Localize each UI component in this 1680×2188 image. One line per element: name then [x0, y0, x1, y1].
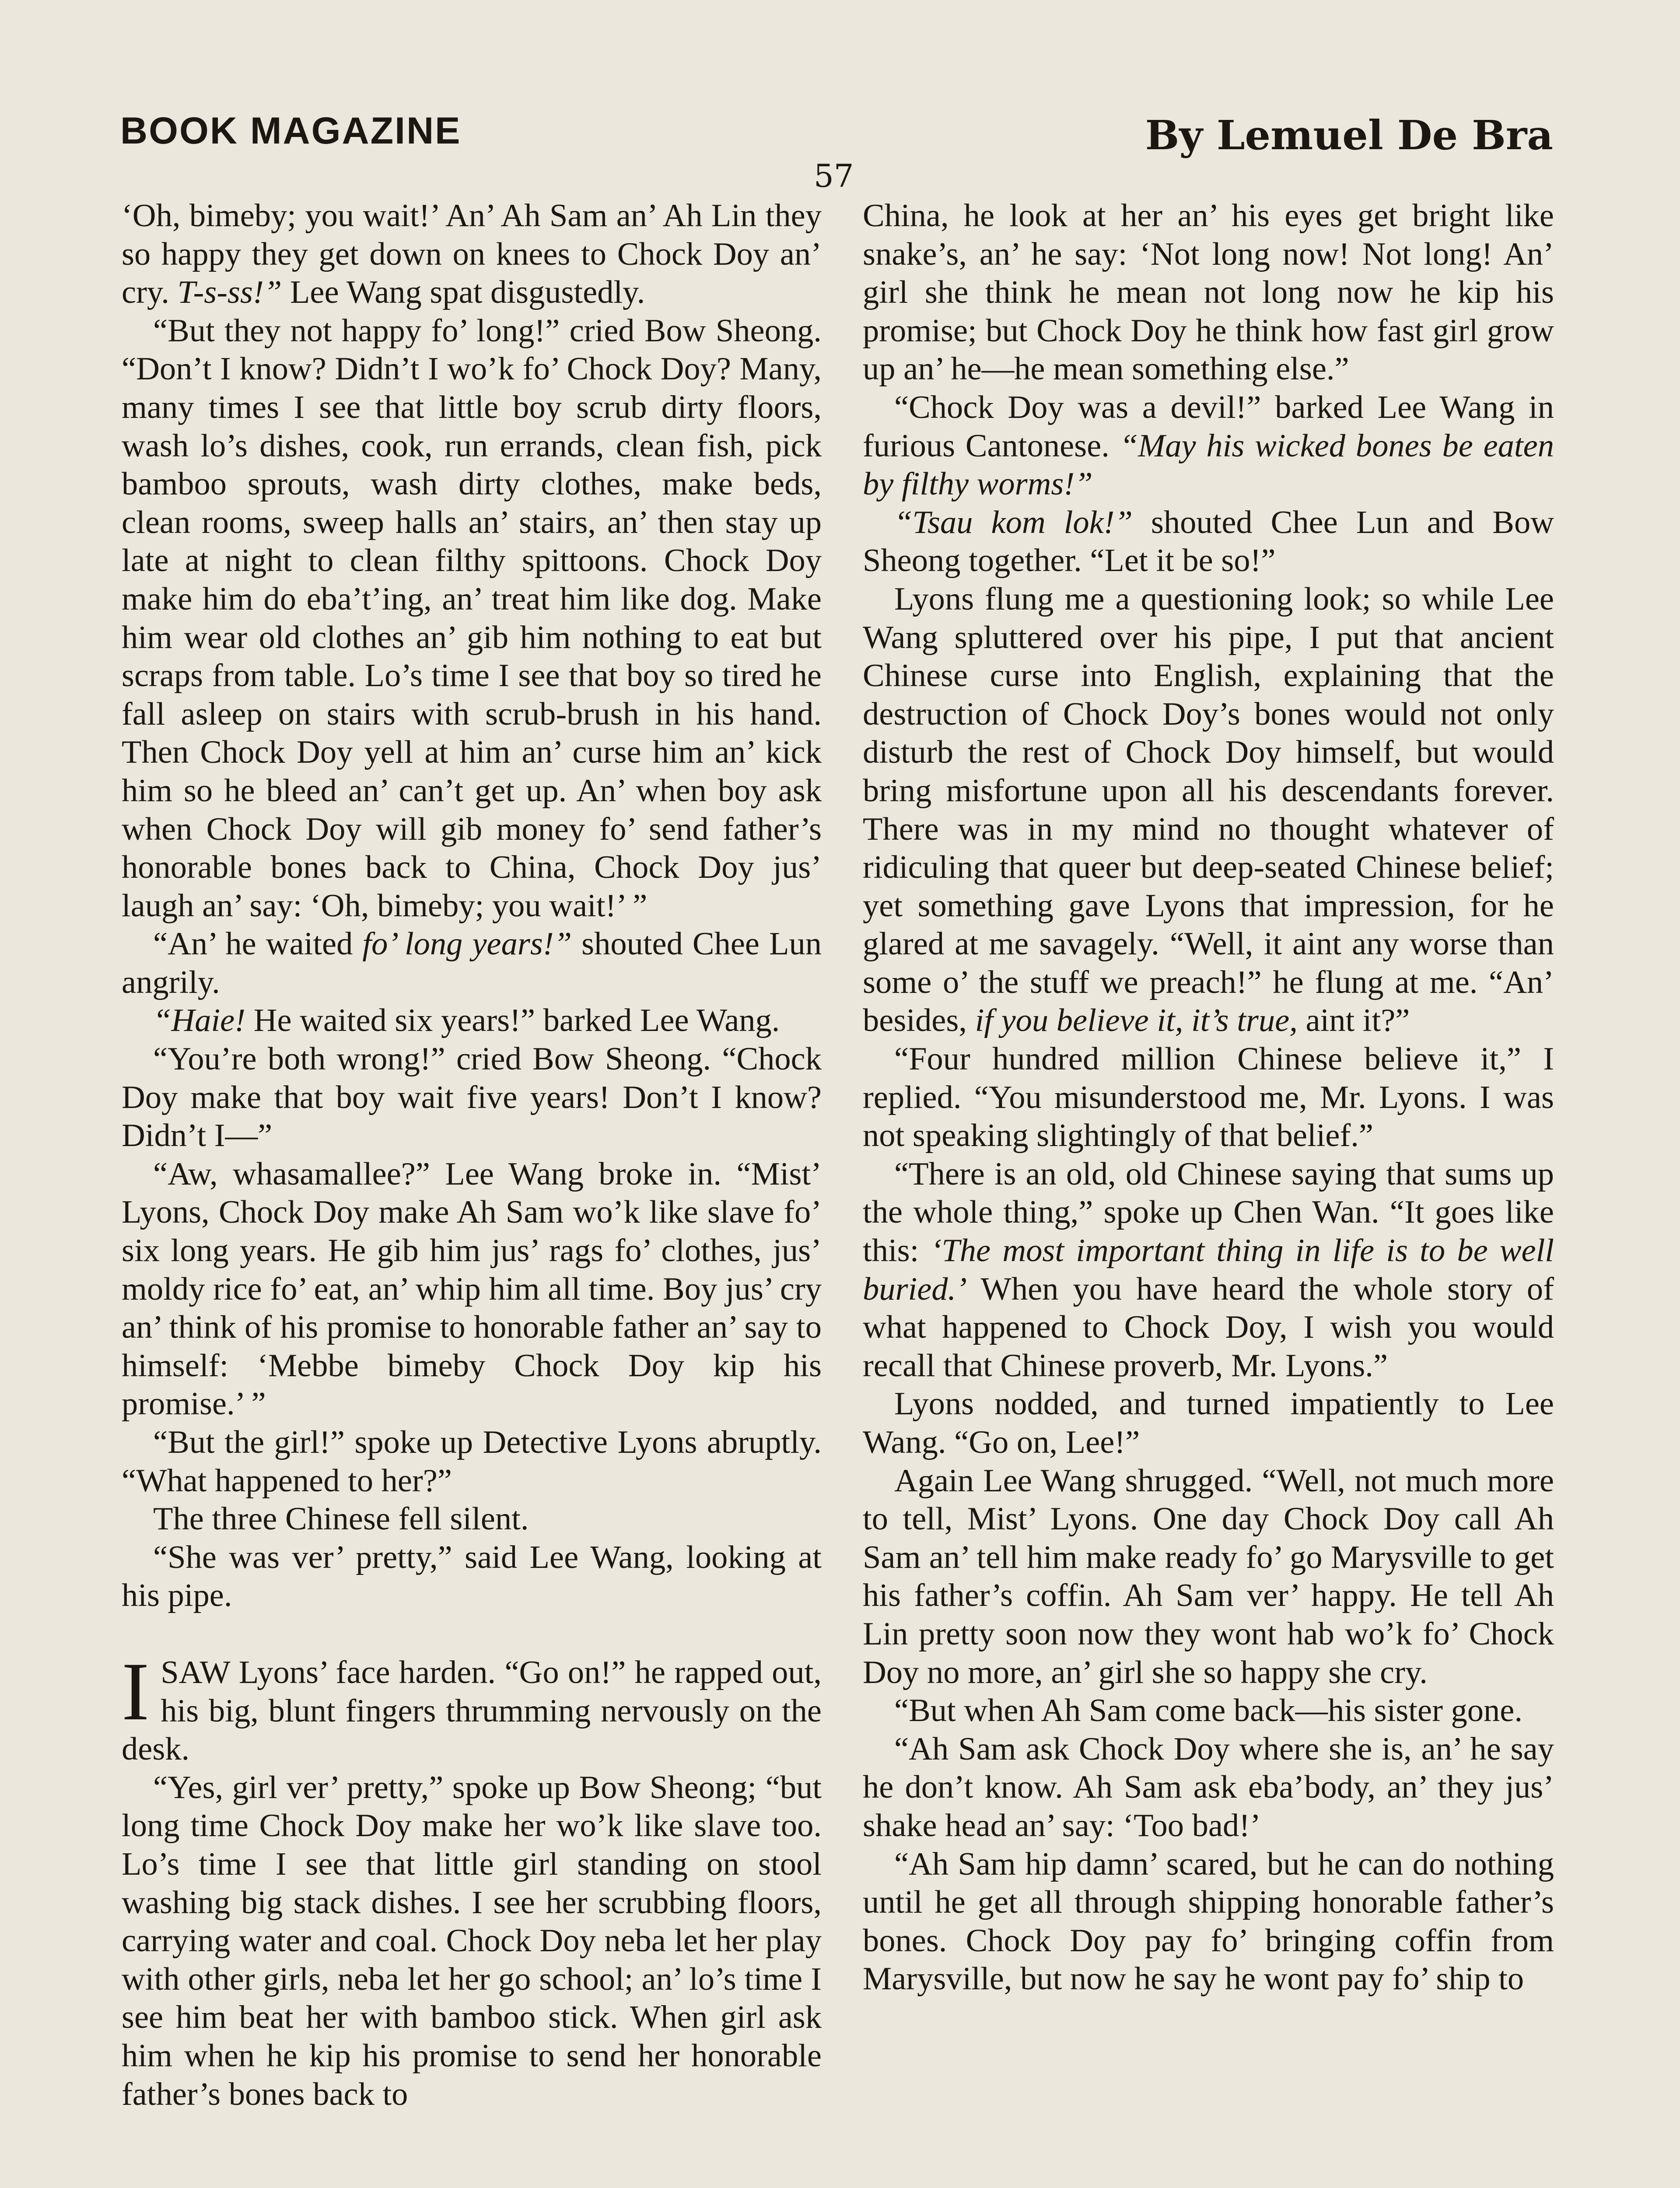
running-head-author: By Lemuel De Bra [1145, 112, 1553, 159]
paragraph: ‘Oh, bimeby; you wait!’ An’ Ah Sam an’ Ah Lin they so happy they get down on knees to Chock Doy an’ cry. T-s-ss!” Lee Wang spat disgustedly. [122, 198, 822, 311]
paragraph: “Four hundred million Chinese believe it,” I replied. “You misunderstood me, Mr. Lyons. I was not speaking slightingly of that belief.” [863, 1041, 1554, 1154]
paragraph: “But the girl!” spoke up Detective Lyons abruptly. “What happened to her?” [122, 1424, 822, 1499]
paragraph: Again Lee Wang shrugged. “Well, not much more to tell, Mist’ Lyons. One day Chock Doy call Ah Sam an’ tell him make ready fo’ go Marysville to get his father’s coffin. Ah Sam ver’ happy. He tell Ah Lin pretty soon now they wont hab wo’k fo’ Chock Doy no more, an’ girl she so happy she cry. [863, 1462, 1554, 1690]
paragraph: Lyons flung me a questioning look; so while Lee Wang spluttered over his pipe, I put that ancient Chinese curse into English, explaining that the destruction of Chock Doy’s bones would not only disturb the rest of Chock Doy himself, but would bring misfortune upon all his descendants forever. There was in my mind no thought whatever of ridiculing that queer but deep-seated Chinese belief; yet something gave Lyons that impression, for he glared at me savagely. “Well, it aint any worse than some o’ the stuff we preach!” he flung at me. “An’ besides, if you believe it, it’s true, aint it?” [863, 581, 1554, 1039]
paragraph: “There is an old, old Chinese saying that sums up the whole thing,” spoke up Chen Wan. “It goes like this: ‘The most important thing in life is to be well buried.’ When you have heard the whole story of what happened to Chock Doy, I wish you would recall that Chinese proverb, Mr. Lyons.” [863, 1156, 1554, 1384]
paragraph: “But they not happy fo’ long!” cried Bow Sheong. “Don’t I know? Didn’t I wo’k fo’ Chock Doy? Many, many times I see that little boy scrub dirty floors, wash lo’s dishes, cook, run errands, clean fish, pick bamboo sprouts, wash dirty clothes, make beds, clean rooms, sweep halls an’ stairs, an’ then stay up late at night to clean filthy spittoons. Chock Doy make him do eba’t’ing, an’ treat him like dog. Make him wear old clothes an’ gib him nothing to eat but scraps from table. Lo’s time I see that boy so tired he fall asleep on stairs with scrub-brush in his hand. Then Chock Doy yell at him an’ curse him an’ kick him so he bleed an’ can’t get up. An’ when boy ask when Chock Doy will gib money fo’ send father’s honorable bones back to China, Chock Doy jus’ laugh an’ say: ‘Oh, bimeby; you wait!’ ” [122, 312, 822, 924]
paragraph: Lyons nodded, and turned impatiently to Lee Wang. “Go on, Lee!” [863, 1386, 1554, 1460]
running-head-magazine: BOOK MAGAZINE [120, 110, 462, 152]
section-opening-paragraph: ISAW Lyons’ face harden. “Go on!” he rapped out, his big, blunt fingers thrumming nervously on the desk. [122, 1645, 822, 1767]
paragraph: “She was ver’ pretty,” said Lee Wang, looking at his pipe. [122, 1539, 822, 1614]
paragraph: “Yes, girl ver’ pretty,” spoke up Bow Sheong; “but long time Chock Doy make her wo’k like slave too. Lo’s time I see that little girl standing on stool washing big stack dishes. I see her scrubbing floors, carrying water and coal. Chock Doy neba let her play with other girls, neba let her go school; an’ lo’s time I see him beat her with bamboo stick. When girl ask him when he kip his promise to send her honorable father’s bones back to [122, 1769, 822, 2112]
paragraph: “But when Ah Sam come back—his sister gone. [894, 1693, 1522, 1729]
paragraph: “Aw, whasamallee?” Lee Wang broke in. “Mist’ Lyons, Chock Doy make Ah Sam wo’k like slave fo’ six long years. He gib him jus’ rags fo’ clothes, jus’ moldy rice fo’ eat, an’ whip him all time. Boy jus’ cry an’ think of his promise to honorable father an’ say to himself: ‘Mebbe bimeby Chock Doy kip his promise.’ ” [122, 1156, 822, 1422]
paragraph: “Tsau kom lok!” shouted Chee Lun and Bow Sheong together. “Let it be so!” [863, 504, 1554, 579]
paragraph: “An’ he waited fo’ long years!” shouted Chee Lun angrily. [122, 926, 822, 1000]
paragraph: “You’re both wrong!” cried Bow Sheong. “Chock Doy make that boy wait five years! Don’t I know? Didn’t I—” [122, 1041, 822, 1154]
paragraph: “Ah Sam ask Chock Doy where she is, an’ he say he don’t know. Ah Sam ask eba’body, an’ they jus’ shake head an’ say: ‘Too bad!’ [863, 1731, 1554, 1844]
page-number: 57 [814, 158, 854, 194]
paragraph: The three Chinese fell silent. [153, 1501, 529, 1537]
left-column [122, 197, 822, 2114]
drop-cap: I [122, 1645, 150, 1738]
paragraph: “Chock Doy was a devil!” barked Lee Wang in furious Cantonese. “May his wicked bones be eaten by filthy worms!” [863, 389, 1554, 502]
right-column [863, 197, 1554, 1999]
paragraph: “Haie! He waited six years!” barked Lee Wang. [153, 1003, 780, 1039]
paragraph: “Ah Sam hip damn’ scared, but he can do nothing until he get all through shipping honorable father’s bones. Chock Doy pay fo’ bringing coffin from Marysville, but now he say he wont pay fo’ ship to [863, 1846, 1554, 1997]
paragraph: China, he look at her an’ his eyes get bright like snake’s, an’ he say: ‘Not long now! Not long! An’ girl she think he mean not long now he kip his promise; but Chock Doy he think how fast girl grow up an’ he—he mean something else.” [863, 198, 1554, 387]
